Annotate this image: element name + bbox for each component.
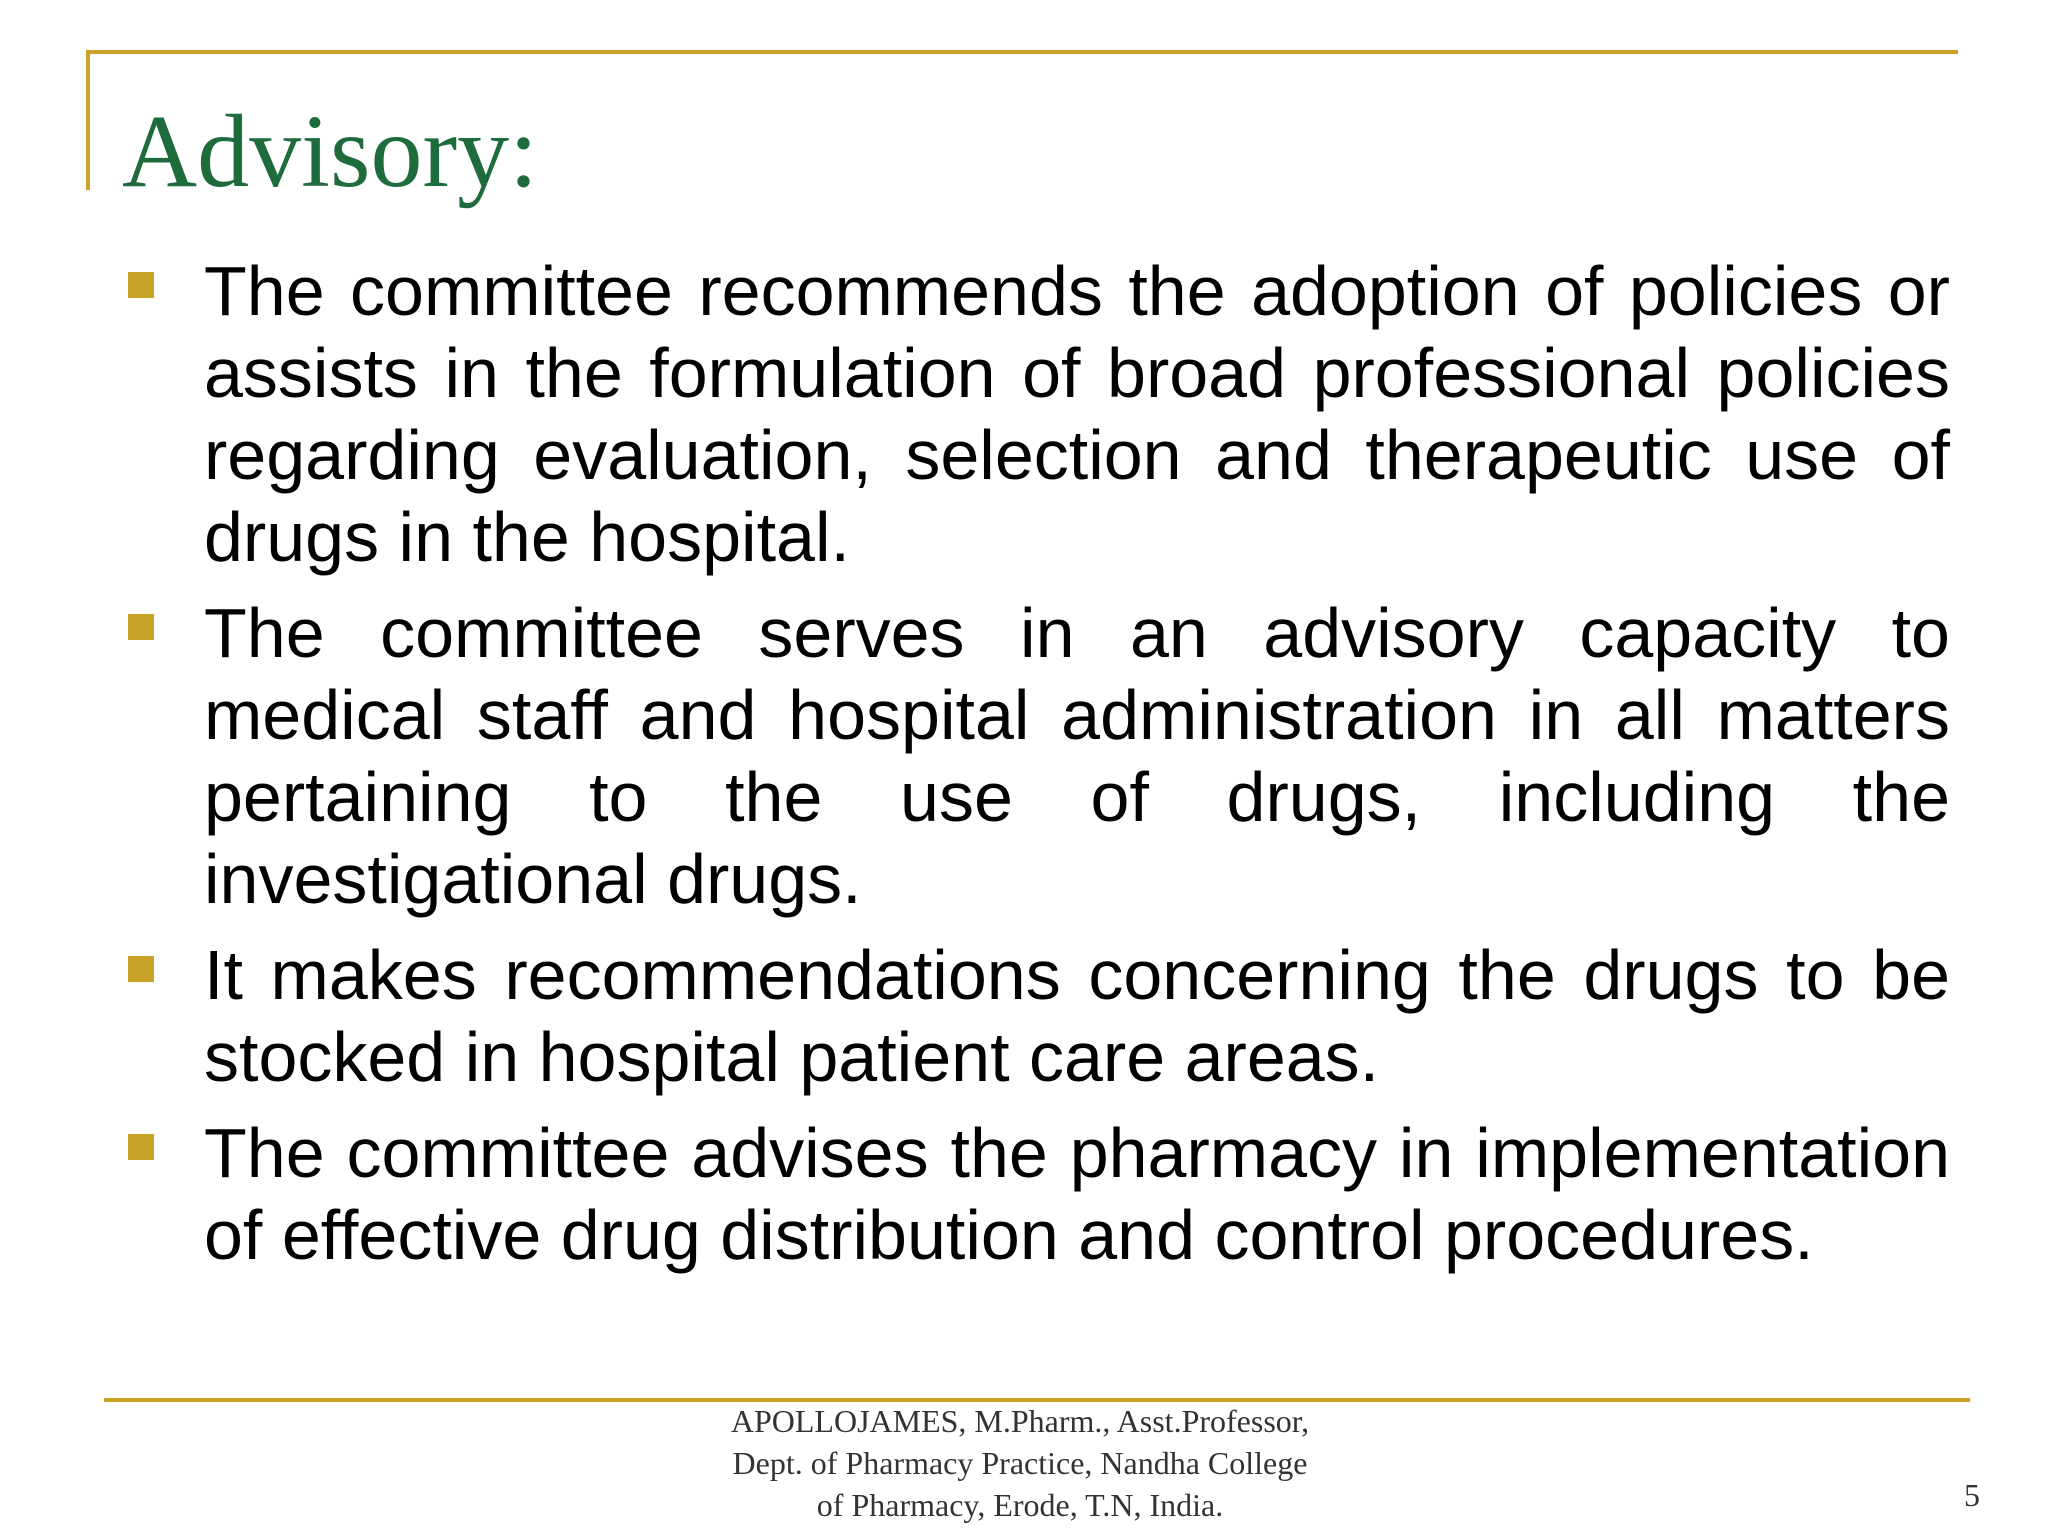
footer-line: of Pharmacy, Erode, T.N, India.	[816, 1487, 1224, 1523]
footer-line: Dept. of Pharmacy Practice, Nandha College	[732, 1445, 1308, 1481]
footer-line: APOLLOJAMES, M.Pharm., Asst.Professor,	[730, 1403, 1310, 1439]
square-bullet-icon	[128, 614, 154, 640]
square-bullet-icon	[128, 1134, 154, 1160]
square-bullet-icon	[128, 272, 154, 298]
bullet-item	[128, 592, 1950, 920]
bullet-list	[128, 250, 1950, 1290]
bullet-text: The committee recommends the adoption of policies or assists in the formulation of broad professional policies regarding evaluation, selection and therapeutic use of drugs in the hospital.	[204, 252, 1950, 576]
bullet-item	[128, 250, 1950, 578]
bullet-text: It makes recommendations concerning the drugs to be stocked in hospital patient care areas.	[204, 936, 1950, 1096]
left-accent-bar	[86, 50, 90, 190]
bullet-item	[128, 934, 1950, 1098]
page-number: 5	[1964, 1477, 1980, 1513]
bullet-item	[128, 1112, 1950, 1276]
footer-credit	[600, 1400, 1440, 1526]
square-bullet-icon	[128, 956, 154, 982]
bullet-text: The committee serves in an advisory capacity to medical staff and hospital administration in all matters pertaining to the use of drugs, including the investigational drugs.	[204, 594, 1950, 918]
bullet-text: The committee advises the pharmacy in implementation of effective drug distribution and control procedures.	[204, 1114, 1950, 1274]
slide-title: Advisory:	[122, 94, 538, 209]
top-divider	[86, 50, 1958, 54]
